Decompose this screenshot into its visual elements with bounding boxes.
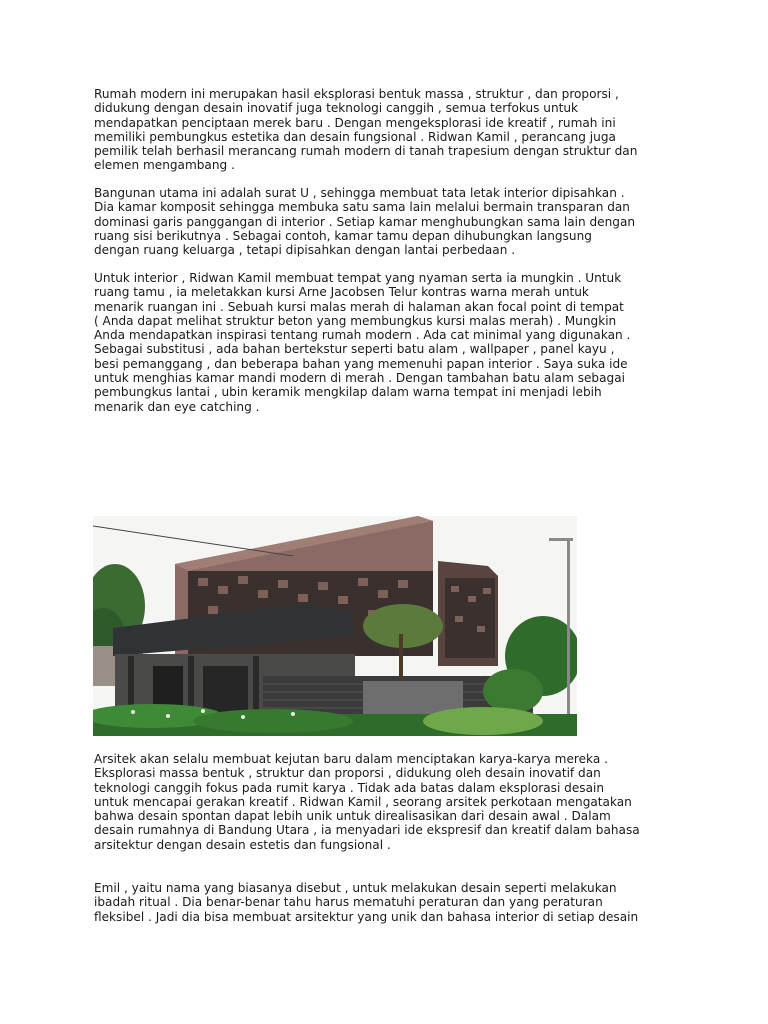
text-line: menarik dan eye catching . xyxy=(94,399,260,414)
text-line: desain rumahnya di Bandung Utara , ia menyadari ide ekspresif dan kreatif dalam bahasa xyxy=(94,823,640,838)
text-line: pembungkus lantai , ubin keramik mengkilap dalam warna tempat ini menjadi lebih xyxy=(94,385,602,400)
text-line: dominasi garis panggangan di interior . Setiap kamar menghubungkan sama lain dengan xyxy=(94,214,636,229)
text-line: didukung dengan desain inovatif juga teknologi canggih , semua terfokus untuk xyxy=(94,101,579,116)
text-line: dengan ruang keluarga , tetapi dipisahkan dengan lantai perbedaan . xyxy=(94,243,516,258)
text-line: arsitektur dengan desain estetis dan fungsional . xyxy=(94,837,391,852)
text-line: memiliki pembungkus estetika dan desain fungsional . Ridwan Kamil , perancang juga xyxy=(94,129,616,144)
text-line: bahwa desain spontan dapat lebih unik untuk direalisasikan dari desain awal . Dalam xyxy=(94,809,611,824)
text-line: besi pemanggang , dan beberapa bahan yang memenuhi papan interior . Saya suka ide xyxy=(94,356,628,371)
house-photo-icon xyxy=(93,516,577,736)
paragraph-1 xyxy=(94,87,684,173)
text-line: pemilik telah berhasil merancang rumah modern di tanah trapesium dengan struktur dan xyxy=(94,144,638,159)
text-line: ruang sisi berikutnya . Sebagai contoh, kamar tamu depan dihubungkan langsung xyxy=(94,228,592,243)
text-line: Sebagai substitusi , ada bahan bertekstur seperti batu alam , wallpaper , panel kayu , xyxy=(94,342,615,357)
text-line: fleksibel . Jadi dia bisa membuat arsitektur yang unik dan bahasa interior di setiap desain xyxy=(94,909,639,924)
paragraph-4 xyxy=(94,752,684,852)
house-photo xyxy=(93,516,577,736)
paragraph-2 xyxy=(94,186,684,257)
text-line: untuk menghias kamar mandi modern di merah . Dengan tambahan batu alam sebagai xyxy=(94,371,625,386)
text-line: teknologi canggih fokus pada rumit karya . Tidak ada batas dalam eksplorasi desain xyxy=(94,780,605,795)
text-line: Dia kamar komposit sehingga membuka satu sama lain melalui bermain transparan dan xyxy=(94,200,630,215)
text-line: Emil , yaitu nama yang biasanya disebut , untuk melakukan desain seperti melakukan xyxy=(94,881,617,895)
paragraph-3 xyxy=(94,271,684,414)
text-line: ibadah ritual . Dia benar-benar tahu harus mematuhi peraturan dan yang peraturan xyxy=(94,895,603,910)
text-line: menarik ruangan ini . Sebuah kursi malas merah di halaman akan focal point di tempat xyxy=(94,299,624,314)
text-line: ( Anda dapat melihat struktur beton yang membungkus kursi malas merah) . Mungkin xyxy=(94,313,617,328)
text-line: Arsitek akan selalu membuat kejutan baru dalam menciptakan karya-karya mereka . xyxy=(94,752,608,766)
text-line: mendapatkan penciptaan merek baru . Dengan mengeksplorasi ide kreatif , rumah ini xyxy=(94,115,616,130)
text-line: Eksplorasi massa bentuk , struktur dan proporsi , didukung oleh desain inovatif dan xyxy=(94,766,601,781)
paragraph-5 xyxy=(94,881,684,924)
text-line: Rumah modern ini merupakan hasil eksplorasi bentuk massa , struktur , dan proporsi , xyxy=(94,87,619,101)
text-line: Bangunan utama ini adalah surat U , sehingga membuat tata letak interior dipisahkan . xyxy=(94,186,625,200)
text-line: untuk mencapai gerakan kreatif . Ridwan Kamil , seorang arsitek perkotaan mengatakan xyxy=(94,794,632,809)
text-line: Anda mendapatkan inspirasi tentang rumah modern . Ada cat minimal yang digunakan . xyxy=(94,328,631,343)
text-line: Untuk interior , Ridwan Kamil membuat tempat yang nyaman serta ia mungkin . Untuk xyxy=(94,271,622,285)
text-line: ruang tamu , ia meletakkan kursi Arne Jacobsen Telur kontras warna merah untuk xyxy=(94,285,589,300)
text-line: elemen mengambang . xyxy=(94,158,235,173)
